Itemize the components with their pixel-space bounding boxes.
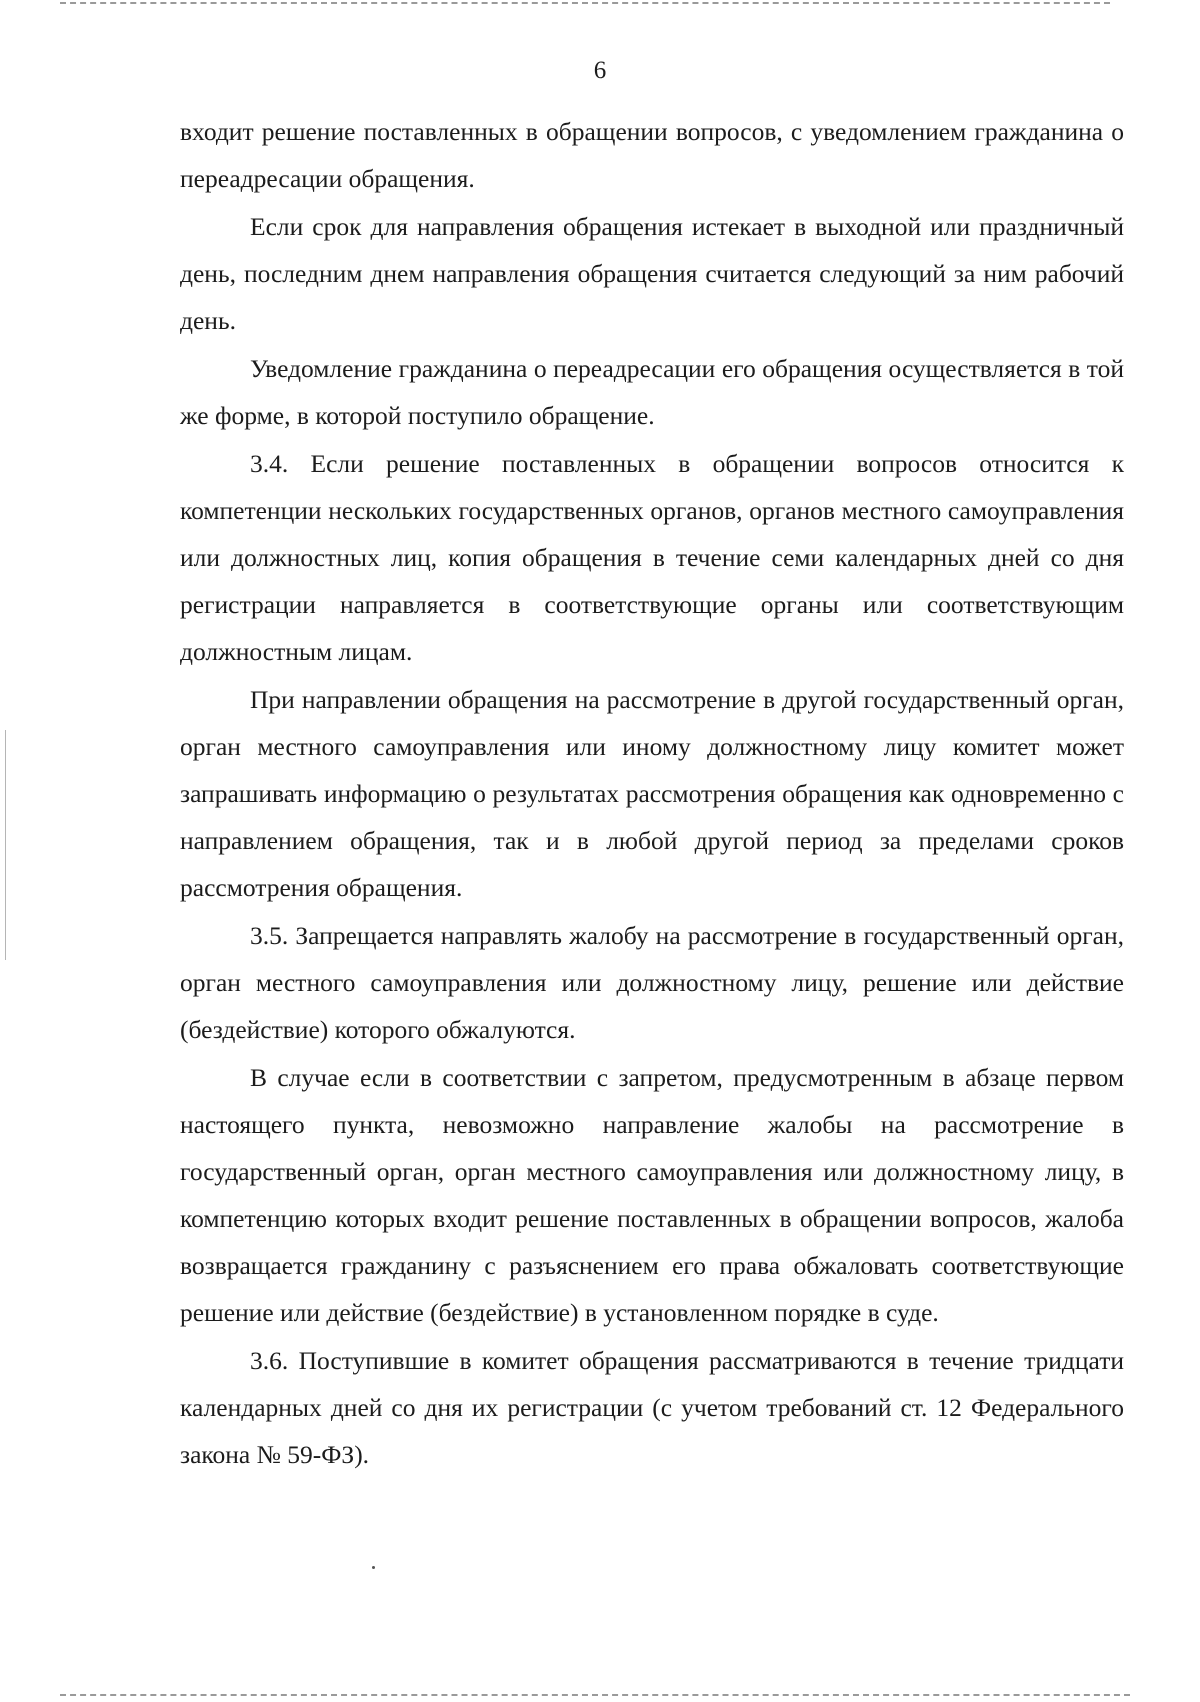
paragraph: При направлении обращения на рассмотрение в другой государственный орган, орган местного самоуправления или иному должностному лицу комитет может запрашивать информацию о результатах рассмотрения обращения как одновременно с направлением обращения, так и в любой другой период за пределами сроков рассмотрения обращения. — [180, 685, 1124, 902]
body-text — [180, 108, 1124, 1478]
scan-edge-top — [60, 2, 1110, 4]
paragraph: В случае если в соответствии с запретом, предусмотренным в абзаце первом настоящего пункта, невозможно направление жалобы на рассмотрение в государственный орган, орган местного самоуправления или должностному лицу, в компетенцию которых входит решение поставленных в обращении вопросов, жалоба возвращается гражданину с разъяснением его права обжаловать соответствующие решение или действие (бездействие) в установленном порядке в суде. — [180, 1063, 1124, 1327]
scan-edge-left — [5, 730, 6, 960]
paragraph: 3.5. Запрещается направлять жалобу на рассмотрение в государственный орган, орган местного самоуправления или должностному лицу, решение или действие (бездействие) которого обжалуются. — [180, 921, 1124, 1044]
paragraph: входит решение поставленных в обращении вопросов, с уведомлением гражданина о переадресации обращения. — [180, 117, 1124, 193]
scan-edge-bottom — [60, 1694, 1130, 1696]
page-number: 6 — [593, 57, 607, 84]
paragraph: 3.6. Поступившие в комитет обращения рассматриваются в течение тридцати календарных дней со дня их регистрации (с учетом требований ст. 12 Федерального закона № 59-ФЗ). — [180, 1346, 1124, 1469]
paragraph: Уведомление гражданина о переадресации его обращения осуществляется в той же форме, в которой поступило обращение. — [180, 354, 1124, 430]
paragraph: Если срок для направления обращения истекает в выходной или праздничный день, последним днем направления обращения считается следующий за ним рабочий день. — [180, 212, 1124, 335]
paragraph: 3.4. Если решение поставленных в обращении вопросов относится к компетенции нескольких государственных органов, органов местного самоуправления или должностных лиц, копия обращения в течение семи календарных дней со дня регистрации направляется в соответствующие органы или соответствующим должностным лицам. — [180, 449, 1124, 666]
scan-speck — [372, 1566, 375, 1569]
